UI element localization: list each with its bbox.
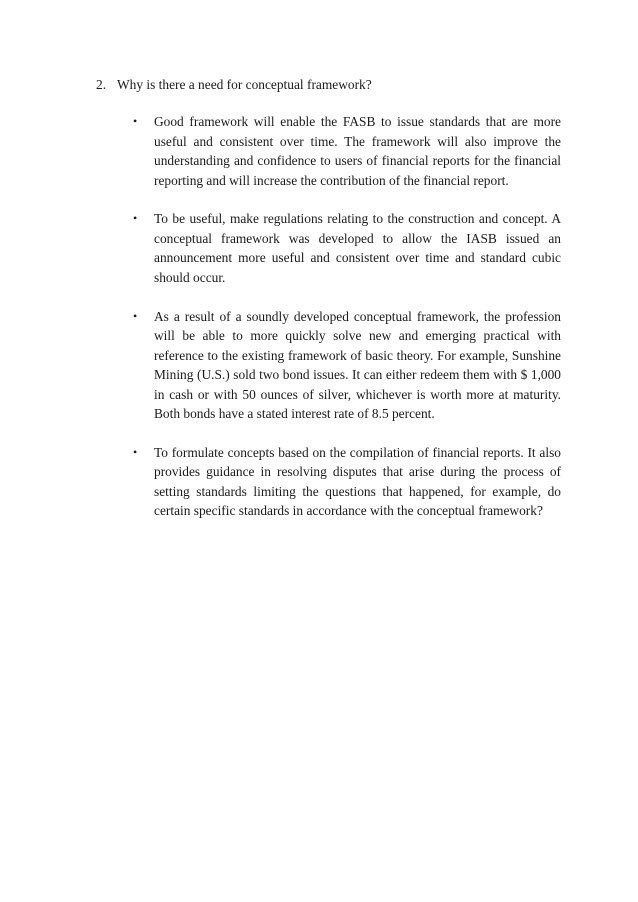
question-heading (96, 75, 372, 94)
bullet-item-3 (133, 307, 561, 424)
bullet-text: Good framework will enable the FASB to issue standards that are more useful and consistent over time. The framework will also improve the understanding and confidence to users of financial reports for the financial reporting and will increase the contribution of the financial report. (154, 114, 561, 188)
question-number: 2. (96, 77, 107, 92)
bullet-icon: • (133, 308, 138, 323)
bullet-item-1 (133, 112, 561, 190)
bullet-text: As a result of a soundly developed conceptual framework, the profession will be able to more quickly solve new and emerging practical with reference to the existing framework of basic theory. For example, Sunshine Mining (U.S.) sold two bond issues. It can either redeem them with $ 1,000 in cash or with 50 ounces of silver, whichever is worth more at maturity. Both bonds have a stated interest rate of 8.5 percent. (154, 308, 561, 422)
bullet-text: To be useful, make regulations relating to the construction and concept. A conceptual framework was developed to allow the IASB issued an announcement more useful and consistent over time and standard cubic should occur. (154, 211, 561, 285)
bullet-icon: • (133, 114, 138, 128)
bullet-text: To formulate concepts based on the compilation of financial reports. It also provides guidance in resolving disputes that arise during the process of setting standards limiting the questions that happened, for example, do certain specific standards in accordance with the conceptual framework? (154, 444, 561, 519)
answer-bullet-list (133, 112, 561, 540)
question-text: Why is there a need for conceptual framework? (117, 77, 372, 92)
bullet-icon: • (133, 211, 138, 226)
bullet-icon: • (133, 444, 138, 459)
bullet-item-2 (133, 209, 561, 287)
bullet-item-4 (133, 443, 561, 521)
